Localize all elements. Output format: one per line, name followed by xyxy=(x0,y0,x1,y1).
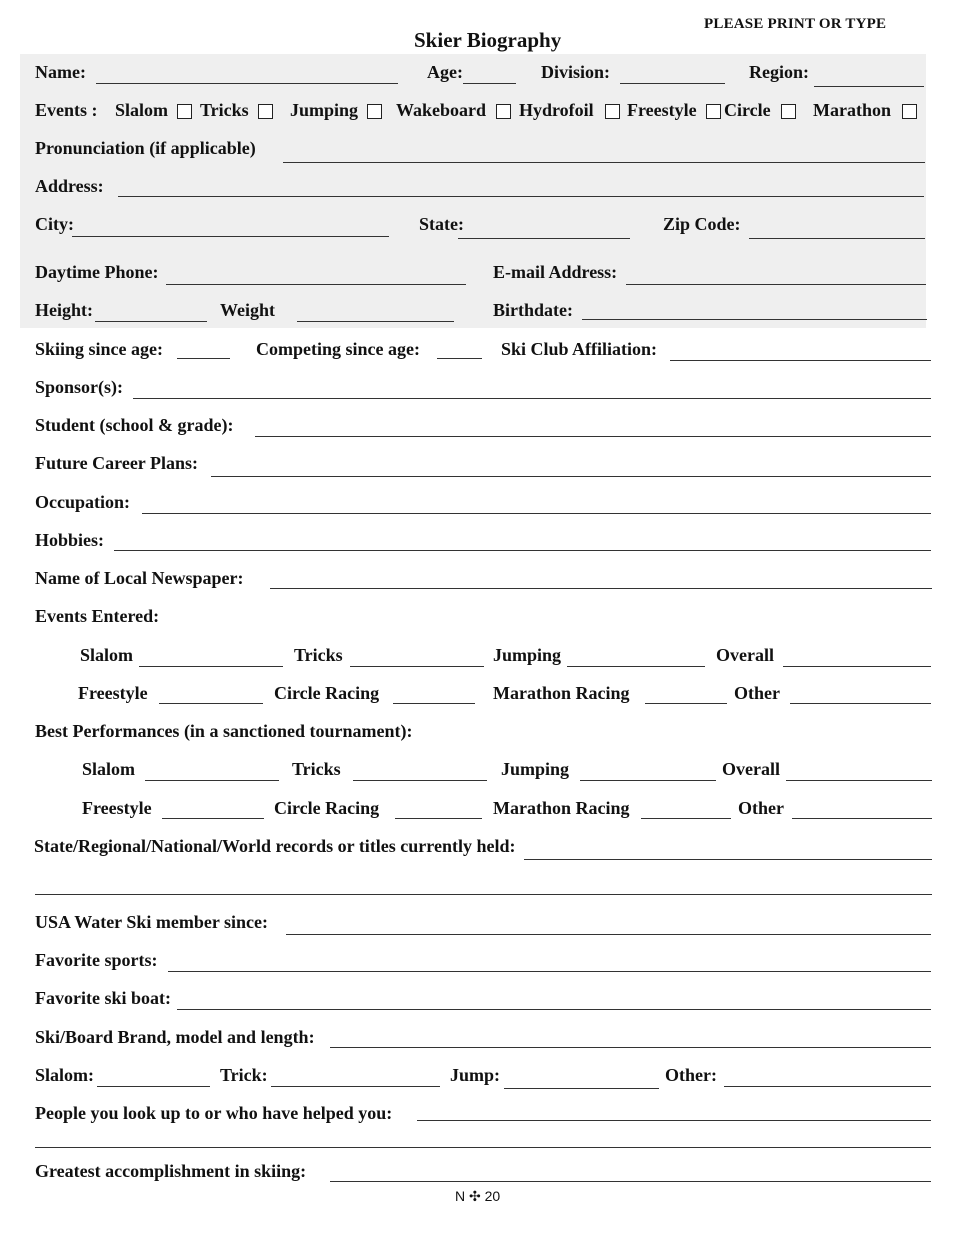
records-label: State/Regional/National/World records or titles currently held: xyxy=(34,836,516,856)
entered-tricks-field[interactable] xyxy=(350,666,484,667)
events-label: Events : xyxy=(35,100,98,120)
event-marathon-checkbox[interactable] xyxy=(902,104,917,119)
favorite-sports-label: Favorite sports: xyxy=(35,950,158,970)
event-wakeboard-checkbox[interactable] xyxy=(496,104,511,119)
email-label: E-mail Address: xyxy=(493,262,618,282)
records-field[interactable] xyxy=(524,859,932,860)
entered-freestyle-label: Freestyle xyxy=(78,683,148,703)
age-field[interactable] xyxy=(463,83,516,84)
best-freestyle-label: Freestyle xyxy=(82,798,152,818)
event-hydrofoil-checkbox[interactable] xyxy=(605,104,620,119)
brand-other-label: Other: xyxy=(665,1065,717,1085)
weight-label: Weight xyxy=(220,300,276,320)
event-jumping-label: Jumping xyxy=(290,100,359,120)
address-field[interactable] xyxy=(118,196,924,197)
entered-overall-field[interactable] xyxy=(783,666,931,667)
people-field[interactable] xyxy=(417,1120,931,1121)
entered-other-field[interactable] xyxy=(790,703,931,704)
phone-field[interactable] xyxy=(166,284,466,285)
brand-label: Ski/Board Brand, model and length: xyxy=(35,1027,315,1047)
event-tricks-label: Tricks xyxy=(200,100,249,120)
print-instruction: PLEASE PRINT OR TYPE xyxy=(704,16,887,32)
brand-trick-field[interactable] xyxy=(271,1086,440,1087)
best-marathon-label: Marathon Racing xyxy=(493,798,630,818)
personal-info-panel xyxy=(20,54,926,328)
event-wakeboard-label: Wakeboard xyxy=(396,100,487,120)
event-freestyle-checkbox[interactable] xyxy=(706,104,721,119)
skiing-since-field[interactable] xyxy=(177,358,230,359)
hobbies-label: Hobbies: xyxy=(35,530,105,550)
records-field-line-2[interactable] xyxy=(35,894,932,895)
age-label: Age: xyxy=(427,62,463,82)
event-tricks-checkbox[interactable] xyxy=(258,104,273,119)
city-label: City: xyxy=(35,214,74,234)
name-field[interactable] xyxy=(96,83,398,84)
event-jumping-checkbox[interactable] xyxy=(367,104,382,119)
career-label: Future Career Plans: xyxy=(35,453,198,473)
newspaper-field[interactable] xyxy=(270,588,932,589)
ski-club-field[interactable] xyxy=(670,360,931,361)
best-tricks-label: Tricks xyxy=(292,759,341,779)
entered-circle-field[interactable] xyxy=(393,703,475,704)
sponsors-label: Sponsor(s): xyxy=(35,377,124,397)
entered-jumping-field[interactable] xyxy=(567,666,705,667)
people-label: People you look up to or who have helped you: xyxy=(35,1103,393,1123)
event-circle-checkbox[interactable] xyxy=(781,104,796,119)
brand-other-field[interactable] xyxy=(724,1086,931,1087)
event-slalom-label: Slalom xyxy=(115,100,169,120)
student-field[interactable] xyxy=(255,436,931,437)
favorite-sports-field[interactable] xyxy=(168,971,931,972)
brand-slalom-label: Slalom: xyxy=(35,1065,95,1085)
entered-overall-label: Overall xyxy=(716,645,774,665)
best-slalom-field[interactable] xyxy=(145,780,279,781)
division-field[interactable] xyxy=(620,83,725,84)
best-slalom-label: Slalom xyxy=(82,759,136,779)
entered-marathon-field[interactable] xyxy=(645,703,727,704)
skiing-since-label: Skiing since age: xyxy=(35,339,164,359)
best-circle-field[interactable] xyxy=(395,818,482,819)
form-title: Skier Biography xyxy=(414,28,562,52)
ski-club-label: Ski Club Affiliation: xyxy=(501,339,658,359)
email-field[interactable] xyxy=(626,284,926,285)
entered-freestyle-field[interactable] xyxy=(159,703,263,704)
event-slalom-checkbox[interactable] xyxy=(177,104,192,119)
brand-jump-label: Jump: xyxy=(450,1065,501,1085)
phone-label: Daytime Phone: xyxy=(35,262,159,282)
entered-marathon-label: Marathon Racing xyxy=(493,683,630,703)
pronunciation-field[interactable] xyxy=(283,162,925,163)
best-other-field[interactable] xyxy=(792,818,932,819)
favorite-boat-label: Favorite ski boat: xyxy=(35,988,171,1008)
region-field[interactable] xyxy=(814,86,924,87)
page-number: N ✣ 20 xyxy=(455,1188,501,1204)
entered-circle-label: Circle Racing xyxy=(274,683,380,703)
favorite-boat-field[interactable] xyxy=(177,1009,931,1010)
student-label: Student (school & grade): xyxy=(35,415,234,435)
member-since-field[interactable] xyxy=(286,934,931,935)
weight-field[interactable] xyxy=(297,321,454,322)
occupation-field[interactable] xyxy=(142,513,931,514)
occupation-label: Occupation: xyxy=(35,492,131,512)
entered-slalom-label: Slalom xyxy=(80,645,134,665)
entered-other-label: Other xyxy=(734,683,780,703)
competing-since-label: Competing since age: xyxy=(256,339,420,359)
events-entered-heading: Events Entered: xyxy=(35,606,160,626)
state-field[interactable] xyxy=(458,238,630,239)
accomplishment-field[interactable] xyxy=(330,1181,931,1182)
accomplishment-label: Greatest accomplishment in skiing: xyxy=(35,1161,307,1181)
zip-label: Zip Code: xyxy=(663,214,741,234)
best-other-label: Other xyxy=(738,798,784,818)
member-since-label: USA Water Ski member since: xyxy=(35,912,268,932)
division-label: Division: xyxy=(541,62,611,82)
entered-slalom-field[interactable] xyxy=(139,666,283,667)
event-hydrofoil-label: Hydrofoil xyxy=(519,100,594,120)
brand-slalom-field[interactable] xyxy=(97,1086,210,1087)
pronunciation-label: Pronunciation (if applicable) xyxy=(35,138,256,158)
sponsors-field[interactable] xyxy=(133,398,931,399)
best-jumping-field[interactable] xyxy=(580,780,716,781)
brand-jump-field[interactable] xyxy=(504,1088,659,1089)
career-field[interactable] xyxy=(211,476,931,477)
best-overall-label: Overall xyxy=(722,759,780,779)
birthdate-label: Birthdate: xyxy=(493,300,573,320)
best-jumping-label: Jumping xyxy=(501,759,570,779)
entered-tricks-label: Tricks xyxy=(294,645,343,665)
best-marathon-field[interactable] xyxy=(641,818,731,819)
height-field[interactable] xyxy=(95,321,207,322)
address-label: Address: xyxy=(35,176,104,196)
state-label: State: xyxy=(419,214,464,234)
brand-field[interactable] xyxy=(330,1047,931,1048)
event-freestyle-label: Freestyle xyxy=(627,100,697,120)
hobbies-field[interactable] xyxy=(114,550,931,551)
birthdate-field[interactable] xyxy=(582,319,927,320)
people-field-line-2[interactable] xyxy=(35,1147,931,1148)
zip-field[interactable] xyxy=(749,238,925,239)
best-freestyle-field[interactable] xyxy=(162,818,264,819)
event-circle-label: Circle xyxy=(724,100,771,120)
name-label: Name: xyxy=(35,62,86,82)
event-marathon-label: Marathon xyxy=(813,100,891,120)
best-performances-heading: Best Performances (in a sanctioned tournament): xyxy=(35,721,413,741)
best-circle-label: Circle Racing xyxy=(274,798,380,818)
city-field[interactable] xyxy=(72,236,389,237)
best-tricks-field[interactable] xyxy=(353,780,487,781)
newspaper-label: Name of Local Newspaper: xyxy=(35,568,244,588)
competing-since-field[interactable] xyxy=(437,358,482,359)
best-overall-field[interactable] xyxy=(786,780,932,781)
height-label: Height: xyxy=(35,300,93,320)
region-label: Region: xyxy=(749,62,809,82)
entered-jumping-label: Jumping xyxy=(493,645,562,665)
brand-trick-label: Trick: xyxy=(220,1065,268,1085)
